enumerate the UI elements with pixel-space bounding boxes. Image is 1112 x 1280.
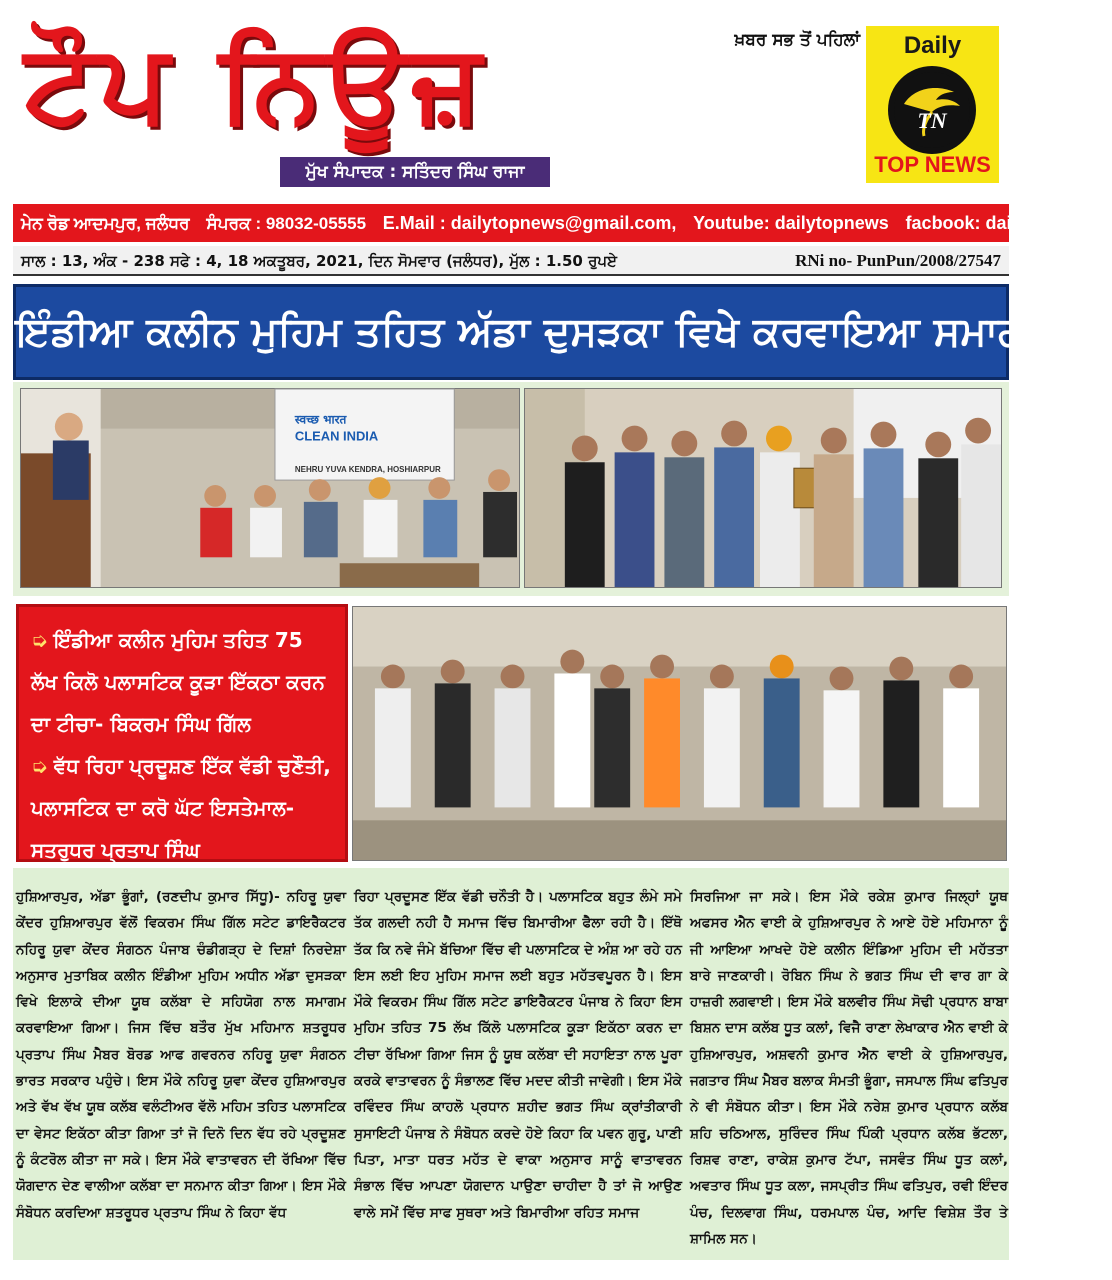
email: E.Mail : dailytopnews@gmail.com, bbox=[382, 213, 677, 233]
tagline: ਖ਼ਬਰ ਸਭ ਤੋਂ ਪਹਿਲਾਂ bbox=[734, 30, 860, 50]
article-column-2: ਰਿਹਾ ਪ੍ਰਦੂਸਣ ਇੱਕ ਵੱਡੀ ਚਨੌਤੀ ਹੈ। ਪਲਾਸਟਿਕ ਬਹੁਤ ਲੰਮੇ ਸਮੇ ਤੱਕ ਗਲਦੀ ਨਹੀ ਹੈ ਸਮਾਜ ਵਿੱਚ ਬਿਮਾਰੀਆ ਫੈਲਾ ਰਹੀ ਹੈ। ਇੱਥੋ ਤੱਕ ਕਿ ਨਵੇ ਜੰਮੇ ਬੱਚਿਆ ਵਿੱਚ ਵੀ ਪਲਾਸਟਿਕ ਦੇ ਅੰਸ਼ ਆ ਰਹੇ ਹਨ ਇਸ ਲਈ ਇਹ ਮੁਹਿਮ ਸਮਾਜ ਲਈ ਬਹੁਤ ਮਹੱਤਵਪੂਰਨ ਹੈ। ਇਸ ਮੌਕੇ ਵਿਕਰਮ ਸਿੰਘ ਗਿੱਲ ਸਟੇਟ ਡਾਇਰੈਕਟਰ ਪੰਜਾਬ ਨੇ ਕਿਹਾ ਇਸ ਮੁਹਿਮ ਤਹਿਤ 75 ਲੱਖ ਕਿੱਲੋ ਪਲਾਸਟਿਕ ਕੂੜਾ ਇਕੱਠਾ ਕਰਨ ਦਾ ਟੀਚਾ ਰੱਖਿਆ ਗਿਆ ਜਿਸ ਨੂੰ ਯੂਥ ਕਲੱਬਾ ਦੀ ਸਹਾਇਤਾ ਨਾਲ ਪੂਰਾ ਕਰਕੇ ਵਾਤਾਵਰਨ ਨੂੰ ਸੰਭਾਲਣ ਵਿੱਚ ਮਦਦ ਕੀਤੀ ਜਾਵੇਗੀ। ਇਸ ਮੌਕੇ ਰਵਿੰਦਰ ਸਿੰਘ ਕਾਹਲੋ ਪ੍ਰਧਾਨ ਸ਼ਹੀਦ ਭਗਤ ਸਿੰਘ ਕ੍ਰਾਂਤੀਕਾਰੀ ਸੁਸਾਇਟੀ ਪੰਜਾਬ ਨੇ ਸੰਬੋਧਨ ਕਰਦੇ ਹੋਏ ਕਿਹਾ ਕਿ ਪਵਨ ਗੁਰੂ, ਪਾਣੀ ਪਿਤਾ, ਮਾਤਾ ਧਰਤ ਮਹੱਤ ਦੇ ਵਾਕਾ ਅਨੁਸਾਰ ਸਾਨੂੰ ਵਾਤਾਵਰਨ ਸੰਭਾਲ ਵਿੱਚ ਆਪਣਾ ਯੋਗਦਾਨ ਪਾਉਣਾ ਚਾਹੀਦਾ ਹੈ ਤਾਂ ਜੋ ਆਉਣ ਵਾਲੇ ਸਮੇਂ ਵਿੱਚ ਸਾਫ ਸੁਥਰਾ ਅਤੇ ਬਿਮਾਰੀਆ ਰਹਿਤ ਸਮਾਜ bbox=[354, 889, 682, 1221]
masthead-title: ਟੌਪ ਨਿਊਜ਼ bbox=[24, 21, 488, 146]
arrow-icon: ➭ bbox=[31, 754, 48, 778]
banner-title: स्वच्छ भारत bbox=[294, 412, 347, 427]
article-column-1: ਹੁਸ਼ਿਆਰਪੁਰ, ਅੱਡਾ ਭੂੰਗਾਂ, (ਰਣਦੀਪ ਕੁਮਾਰ ਸਿੱਧੂ)- ਨਹਿਰੂ ਯੁਵਾ ਕੇਂਦਰ ਹੁਸ਼ਿਆਰਪੁਰ ਵੱਲੋਂ ਵਿਕਰਮ ਸਿੰਘ ਗਿੱਲ ਸਟੇਟ ਡਾਇਰੈਕਟਰ ਨਹਿਰੂ ਯੁਵਾ ਕੇਂਦਰ ਸੰਗਠਨ ਪੰਜਾਬ ਚੰਡੀਗੜ੍ਹ ਦੇ ਦਿਸ਼ਾਂ ਨਿਰਦੇਸ਼ਾ ਅਨੁਸਾਰ ਮੁਤਾਬਿਕ ਕਲੀਨ ਇੰਡੀਆ ਮੁਹਿਮ ਅਧੀਨ ਅੱਡਾ ਦੁਸੜਕਾ ਵਿਖੇ ਇਲਾਕੇ ਦੀਆ ਯੂਥ ਕਲੱਬਾ ਦੇ ਸਹਿਯੋਗ ਨਾਲ ਸਮਾਗਮ ਕਰਵਾਇਆ ਗਿਆ। ਜਿਸ ਵਿੱਚ ਬਤੌਰ ਮੁੱਖ ਮਹਿਮਾਨ ਸ਼ਤਰੂਧਰ ਪ੍ਰਤਾਪ ਸਿੰਘ ਮੈਬਰ ਬੋਰਡ ਆਫ ਗਵਰਨਰ ਨਹਿਰੂ ਯੁਵਾ ਸੰਗਠਨ ਭਾਰਤ ਸਰਕਾਰ ਪਹੁੰਚੇ। ਇਸ ਮੌਕੇ ਨਹਿਰੂ ਯੁਵਾ ਕੇਂਦਰ ਹੁਸ਼ਿਆਰਪੁਰ ਅਤੇ ਵੱਖ ਵੱਖ ਯੂਥ ਕਲੱਬ ਵਲੰਟੀਅਰ ਵੱਲੋ ਮਹਿਮ ਤਹਿਤ ਪਲਾਸਟਿਕ ਦਾ ਵੇਸਟ ਇਕੱਠਾ ਕੀਤਾ ਗਿਆ ਤਾਂ ਜੋ ਦਿਨੋ ਦਿਨ ਵੱਧ ਰਹੇ ਪ੍ਰਦੂਸ਼ਣ ਨੂੰ ਕੰਟਰੋਲ ਕੀਤਾ ਜਾ ਸਕੇ। ਇਸ ਮੌਕੇ ਵਾਤਾਵਰਨ ਦੀ ਰੱਖਿਆ ਵਿੱਚ ਯੋਗਦਾਨ ਦੇਣ ਵਾਲੀਆ ਕਲੱਬਾ ਦਾ ਸਨਮਾਨ ਕੀਤਾ ਗਿਆ। ਇਸ ਮੌਕੇ ਸੰਬੋਧਨ ਕਰਦਿਆ ਸ਼ਤਰੂਧਰ ਪ੍ਰਤਾਪ ਸਿੰਘ ਨੇ ਕਿਹਾ ਵੱਧ bbox=[16, 889, 346, 1221]
highlights-box bbox=[16, 604, 348, 862]
highlight-point: ➭ ਇੰਡੀਆ ਕਲੀਨ ਮੁਹਿਮ ਤਹਿਤ 75 ਲੱਖ ਕਿਲੋ ਪਲਾਸਟਿਕ ਕੂੜਾ ਇੱਕਠਾ ਕਰਨ ਦਾ ਟੀਚਾ- ਬਿਕਰਮ ਸਿੰਘ ਗਿੱਲ bbox=[31, 628, 325, 736]
issue-bar bbox=[13, 246, 1009, 276]
highlight-point: ➭ ਵੱਧ ਰਿਹਾ ਪ੍ਰਦੂਸ਼ਣ ਇੱਕ ਵੱਡੀ ਚੁਣੌਤੀ, ਪਲਾਸਟਿਕ ਦਾ ਕਰੋ ਘੱਟ ਇਸਤੇਮਾਲ- ਸਤਰੁਧਰ ਪ੍ਰਤਾਪ ਸਿੰਘ bbox=[31, 754, 331, 862]
banner-subtitle: CLEAN INDIA bbox=[294, 428, 379, 444]
logo-daily-text: Daily bbox=[903, 32, 962, 59]
photo-felicitation bbox=[524, 388, 1002, 588]
article-column-3: ਸਿਰਜਿਆ ਜਾ ਸਕੇ। ਇਸ ਮੌਕੇ ਰਕੇਸ਼ ਕੁਮਾਰ ਜਿਲ੍ਹਾਂ ਯੂਥ ਅਫਸਰ ਐਨ ਵਾਈ ਕੇ ਹੁਸ਼ਿਆਰਪੁਰ ਨੇ ਆਏ ਹੋਏ ਮਹਿਮਾਨਾ ਨੂੰ ਜੀ ਆਇਆ ਆਖਦੇ ਹੋਏ ਕਲੀਨ ਇੰਡਿਆ ਮੁਹਿਮ ਦੀ ਮਹੱਤਤਾ ਬਾਰੇ ਜਾਣਕਾਰੀ। ਰੋਬਿਨ ਸਿੰਘ ਨੇ ਭਗਤ ਸਿੰਘ ਦੀ ਵਾਰ ਗਾ ਕੇ ਹਾਜ਼ਰੀ ਲਗਵਾਈ। ਇਸ ਮੌਕੇ ਬਲਵੀਰ ਸਿੰਘ ਸੋਢੀ ਪ੍ਰਧਾਨ ਬਾਬਾ ਬਿਸ਼ਨ ਦਾਸ ਕਲੱਬ ਧੂਤ ਕਲਾਂ, ਵਿਜੈ ਰਾਣਾ ਲੇਖਾਕਾਰ ਐਨ ਵਾਈ ਕੇ ਹੁਸ਼ਿਆਰਪੁਰ, ਅਸ਼ਵਨੀ ਕੁਮਾਰ ਐਨ ਵਾਈ ਕੇ ਹੁਸ਼ਿਆਰਪੁਰ, ਜਗਤਾਰ ਸਿੰਘ ਮੈਬਰ ਬਲਾਕ ਸੰਮਤੀ ਭੂੰਗਾ, ਜਸਪਾਲ ਸਿੰਘ ਫਤਿਪੁਰ ਨੇ ਵੀ ਸੰਬੋਧਨ ਕੀਤਾ। ਇਸ ਮੌਕੇ ਨਰੇਸ਼ ਕੁਮਾਰ ਪ੍ਰਧਾਨ ਕਲੱਬ ਸ਼ਹਿ ਚਠਿਆਲ, ਸੁਰਿੰਦਰ ਸਿੰਘ ਪਿੰਕੀ ਪ੍ਰਧਾਨ ਕਲੱਬ ਭੱਟਲਾ, ਰਿਸ਼ਵ ਰਾਣਾ, ਰਾਕੇਸ਼ ਕੁਮਾਰ ਟੱਪਾ, ਜਸਵੰਤ ਸਿੰਘ ਧੂਤ ਕਲਾਂ, ਅਵਤਾਰ ਸਿੰਘ ਧੂਤ ਕਲਾ, ਜਸਪ੍ਰੀਤ ਸਿੰਘ ਫਤਿਪੁਰ, ਰਵੀ ਇੰਦਰ ਪੰਚ, ਦਿਲਵਾਗ ਸਿੰਘ, ਧਰਮਪਾਲ ਪੰਚ, ਆਦਿ ਵਿਸ਼ੇਸ਼ ਤੌਰ ਤੇ ਸ਼ਾਮਿਲ ਸਨ। bbox=[690, 889, 1008, 1247]
logo-top-news-text: TOP NEWS bbox=[874, 152, 991, 177]
contact-bar bbox=[13, 204, 1100, 242]
rni-number: RNi no- PunPun/2008/27547 bbox=[795, 251, 1001, 270]
top-news-logo bbox=[866, 26, 999, 183]
eagle-icon bbox=[888, 66, 976, 154]
chief-editor: ਮੁੱਖ ਸੰਪਾਦਕ : ਸਤਿੰਦਰ ਸਿੰਘ ਰਾਜਾ bbox=[280, 157, 550, 187]
photo-audience bbox=[352, 606, 1007, 861]
address: ਮੇਨ ਰੋਡ ਆਦਮਪੁਰ, ਜਲੰਧਰ bbox=[21, 214, 190, 233]
logo-mark: TN bbox=[917, 108, 947, 133]
banner-org: NEHRU YUVA KENDRA, HOSHIARPUR bbox=[294, 465, 441, 475]
youtube: Youtube: dailytopnews bbox=[693, 213, 889, 233]
facebook: facbook: dailytopnews bbox=[905, 213, 1100, 233]
phone: ਸੰਪਰਕ : 98032-05555 bbox=[206, 214, 367, 233]
photo-stage-speaker bbox=[20, 388, 520, 588]
headline: ਇੰਡੀਆ ਕਲੀਨ ਮੁਹਿਮ ਤਹਿਤ ਅੱਡਾ ਦੁਸੜਕਾ ਵਿਖੇ ਕਰਵਾਇਆ ਸਮਾਗਮ bbox=[13, 284, 1009, 380]
arrow-icon: ➭ bbox=[31, 628, 48, 652]
issue-details: ਸਾਲ : 13, ਅੰਕ - 238 ਸਫੇ : 4, 18 ਅਕਤੂਬਰ, 2021, ਦਿਨ ਸੋਮਵਾਰ (ਜਲੰਧਰ), ਮੁੱਲ : 1.50 ਰੁਪਏ bbox=[21, 252, 618, 270]
